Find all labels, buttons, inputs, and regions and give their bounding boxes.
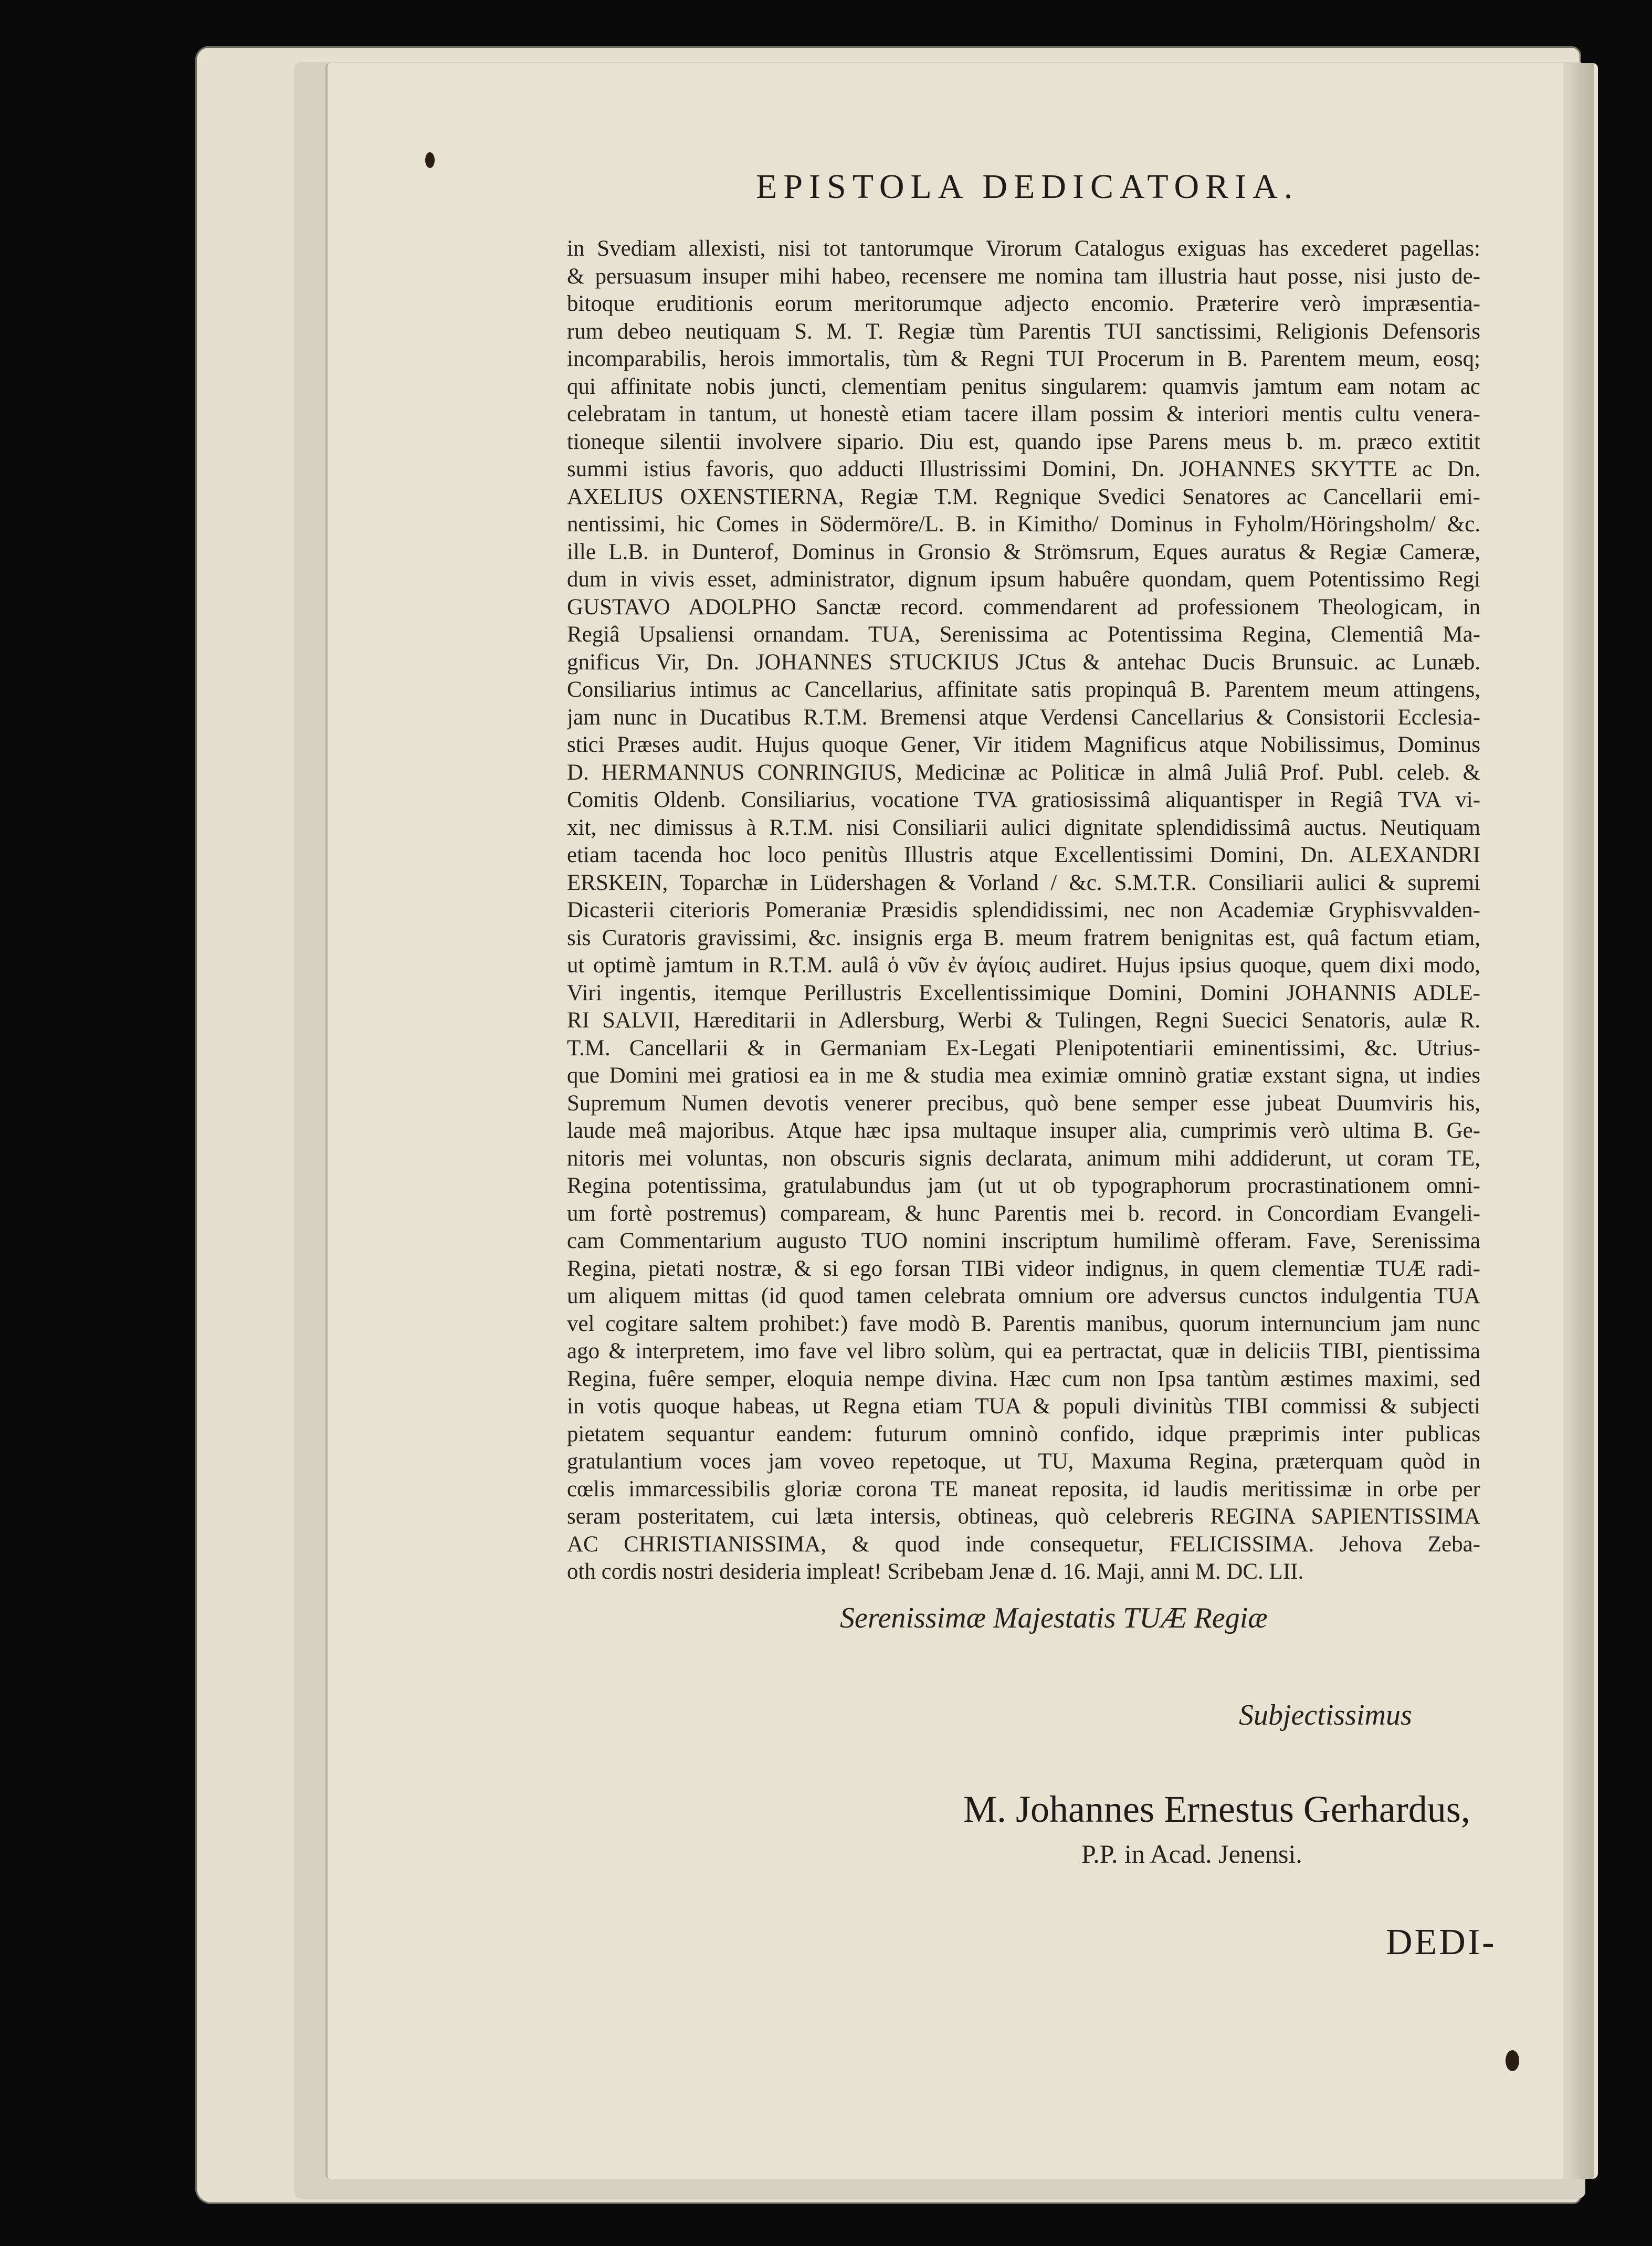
body-text — [567, 235, 1480, 1586]
text-line: ille L.B. in Dunterof, Dominus in Gronsio & Strömsrum, Eques auratus & Regiæ Cameræ, — [567, 539, 1480, 564]
text-line: que Domini mei gratiosi ea in me & studia mea eximiæ omninò gratiæ exstant signa, ut indies — [567, 1063, 1480, 1088]
text-line: & persuasum insuper mihi habeo, recensere me nomina tam illustria haut posse, nisi justo de- — [567, 264, 1480, 289]
text-line: rum debeo neutiquam S. M. T. Regiæ tùm Parentis TUI sanctissimi, Religionis Defensoris — [567, 319, 1480, 344]
text-line: AC CHRISTIANISSIMA, & quod inde consequetur, FELICISSIMA. Jehova Zeba- — [567, 1531, 1480, 1557]
text-line: jam nunc in Ducatibus R.T.M. Bremensi atque Verdensi Cancellarius & Consistorii Ecclesia- — [567, 705, 1480, 730]
text-line: T.M. Cancellarii & in Germaniam Ex-Legati Plenipotentiarii eminentissimi, &c. Utrius- — [567, 1035, 1480, 1061]
ink-spot — [1506, 2050, 1519, 2071]
text-line: xit, nec dimissus à R.T.M. nisi Consiliarii aulici dignitate splendidissimâ auctus. Neutiquam — [567, 815, 1480, 840]
text-line: Regiâ Upsaliensi ornandam. TUA, Serenissima ac Potentissima Regina, Clementiâ Ma- — [567, 622, 1480, 647]
text-line: celebratam in tantum, ut honestè etiam tacere illam possim & interiori mentis cultu venera- — [567, 402, 1480, 426]
text-line: incomparabilis, herois immortalis, tùm & Regni TUI Procerum in B. Parentem meum, eosq; — [567, 347, 1480, 371]
closing-subscription: Subjectissimus — [1239, 1699, 1412, 1731]
text-line: in votis quoque habeas, ut Regna etiam TUA & populi divinitùs TIBI commissi & subjecti — [567, 1394, 1480, 1419]
book-gutter — [1563, 63, 1594, 2179]
text-line: dum in vivis esset, administrator, dignum ipsum habuêre quondam, quem Potentissimo Regi — [567, 567, 1480, 592]
text-line: seram posteritatem, cui læta intersis, obtineas, quò celebreris REGINA SAPIENTISSIMA — [567, 1504, 1480, 1529]
text-line: GUSTAVO ADOLPHO Sanctæ record. commendarent ad professionem Theologicam, in — [567, 594, 1480, 620]
page-header: EPISTOLA DEDICATORIA. — [756, 167, 1299, 206]
text-line: gratulantium voces jam voveo repetoque, ut TU, Maxuma Regina, præterquam quòd in — [567, 1449, 1480, 1474]
text-line: sis Curatoris gravissimi, &c. insignis erga B. meum fratrem benignitas est, quâ factum etiam, — [567, 925, 1480, 950]
catchword: DEDI- — [1386, 1922, 1497, 1962]
text-line: laude meâ majoribus. Atque hæc ipsa multaque insuper alia, cumprimis verò ultima B. Ge- — [567, 1118, 1480, 1143]
text-line: Comitis Oldenb. Consiliarius, vocatione TVA gratiosissimâ aliquantisper in Regiâ TVA vi- — [567, 788, 1480, 812]
text-line: ut optimè jamtum in R.T.M. aulâ ὁ νῦν ἐν ἁγίοις audiret. Hujus ipsius quoque, quem dixi modo, — [567, 953, 1480, 978]
text-line: Viri ingentis, itemque Perillustris Excellentissimique Domini, Domini JOHANNIS ADLE- — [567, 980, 1480, 1005]
text-line: oth cordis nostri desideria impleat! Scribebam Jenæ d. 16. Maji, anni M. DC. LII. — [567, 1559, 1304, 1584]
text-line: ERSKEIN, Toparchæ in Lüdershagen & Vorland / &c. S.M.T.R. Consiliarii aulici & supremi — [567, 870, 1480, 895]
author-signature: M. Johannes Ernestus Gerhardus, — [963, 1788, 1470, 1830]
ink-spot — [425, 152, 435, 168]
text-line: stici Præses audit. Hujus quoque Gener, Vir itidem Magnificus atque Nobilissimus, Dominus — [567, 732, 1480, 757]
author-affiliation: P.P. in Acad. Jenensi. — [1081, 1839, 1302, 1869]
text-line: nentissimi, hic Comes in Södermöre/L. B. in Kimitho/ Dominus in Fyholm/Höringsholm/ &c. — [567, 512, 1480, 537]
text-line: vel cogitare saltem prohibet:) fave modò B. Parentis manibus, quorum internuncium jam nunc — [567, 1311, 1480, 1336]
text-line: etiam tacenda hoc loco penitùs Illustris atque Excellentissimi Domini, Dn. ALEXANDRI — [567, 843, 1480, 867]
text-line: Dicasterii citerioris Pomeraniæ Præsidis splendidissimi, nec non Academiæ Gryphisvvalden- — [567, 898, 1480, 922]
text-line: qui affinitate nobis juncti, clementiam penitus singularem: quamvis jamtum eam notam ac — [567, 374, 1480, 399]
text-line: in Svediam allexisti, nisi tot tantorumque Virorum Catalogus exiguas has excederet pagellas: — [567, 236, 1480, 261]
text-line: Regina, fuêre semper, eloquia nempe divina. Hæc cum non Ipsa tantùm æstimes maximi, sed — [567, 1366, 1480, 1391]
text-line: um fortè postremus) compaream, & hunc Parentis mei b. record. in Concordiam Evangeli- — [567, 1201, 1480, 1226]
text-line: Regina, pietati nostræ, & si ego forsan TIBi videor indignus, in quem clementiæ TUÆ radi- — [567, 1256, 1480, 1281]
text-line: gnificus Vir, Dn. JOHANNES STUCKIUS JCtus & antehac Ducis Brunsuic. ac Lunæb. — [567, 649, 1480, 675]
text-line: D. HERMANNUS CONRINGIUS, Medicinæ ac Politicæ in almâ Juliâ Prof. Publ. celeb. & — [567, 760, 1480, 785]
text-line: cœlis immarcessibilis gloriæ corona TE maneat reposita, id laudis meritissimæ in orbe per — [567, 1476, 1480, 1502]
text-line: Regina potentissima, gratulabundus jam (ut ut ob typographorum procrastinationem omni- — [567, 1173, 1480, 1198]
text-line: nitoris mei voluntas, non obscuris signis declarata, animum mihi addiderunt, ut coram TE, — [567, 1146, 1480, 1171]
text-line: ago & interpretem, imo fave vel libro solùm, qui ea pertractat, quæ in deliciis TIBI, pientissima — [567, 1339, 1480, 1363]
text-line: um aliquem mittas (id quod tamen celebrata omnium ore adversus cunctos indulgentia TUA — [567, 1284, 1480, 1308]
text-line: RI SALVII, Hæreditarii in Adlersburg, Werbi & Tulingen, Regni Suecici Senatoris, aulæ R. — [567, 1008, 1480, 1033]
text-line: Consiliarius intimus ac Cancellarius, affinitate satis propinquâ B. Parentem meum attingens, — [567, 677, 1480, 702]
text-line: pietatem sequantur eandem: futurum omninò confido, idque præprimis inter publicas — [567, 1421, 1480, 1446]
text-line: tioneque silentii involvere sipario. Diu est, quando ipse Parens meus b. m. præco extitit — [567, 429, 1480, 454]
text-line: summi istius favoris, quo adducti Illustrissimi Domini, Dn. JOHANNES SKYTTE ac Dn. — [567, 457, 1480, 481]
closing-salutation: Serenissimæ Majestatis TUÆ Regiæ — [840, 1602, 1268, 1634]
text-line: bitoque eruditionis eorum meritorumque adjecto encomio. Præterire verò impræsentia- — [567, 291, 1480, 316]
text-line: AXELIUS OXENSTIERNA, Regiæ T.M. Regnique Svedici Senatores ac Cancellarii emi- — [567, 484, 1480, 509]
text-line: cam Commentarium augusto TUO nomini inscriptum humilimè offeram. Fave, Serenissima — [567, 1229, 1480, 1253]
text-line: Supremum Numen devotis venerer precibus, quò bene semper esse jubeat Duumviris his, — [567, 1090, 1480, 1116]
